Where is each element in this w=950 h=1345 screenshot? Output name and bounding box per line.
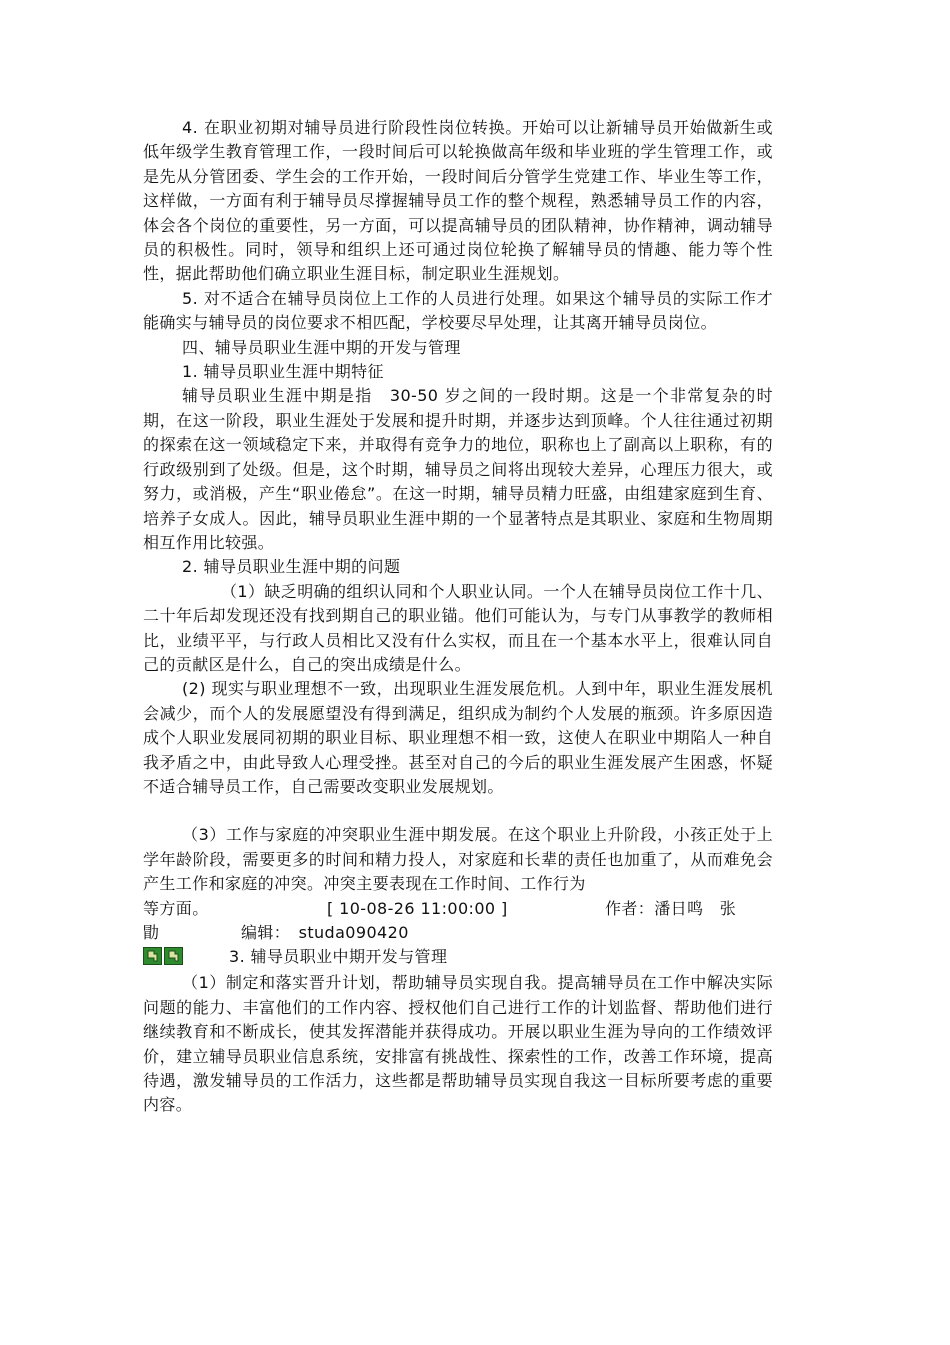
nav-row <box>143 945 773 971</box>
article-body <box>143 116 773 1118</box>
post-author: 作者：潘日鸣 张 <box>605 898 737 918</box>
development-item-1: （1）制定和落实晋升计划，帮助辅导员实现自我。提高辅导员在工作中解决实际问题的能力、丰富他们的工作内容、授权他们自己进行工作的计划监督、帮助他们进行继续教育和不断成长，使其发挥潜能并获得成功。开展以职业生涯为导向的工作绩效评价，建立辅导员职业信息系统，安排富有挑战性、探索性的工作，改善工作环境，提高待遇，激发辅导员的工作活力，这些都是帮助辅导员实现自我这一目标所要考虑的重要内容。 <box>143 973 773 1115</box>
subheading-4-3: 3. 辅导员职业中期开发与管理 <box>229 947 448 967</box>
subheading-4-1: 1. 辅导员职业生涯中期特征 <box>182 362 384 382</box>
post-meta-line-2 <box>143 921 773 945</box>
problem-item-1: （1）缺乏明确的组织认同和个人职业认同。一个人在辅导员岗位工作十几、二十年后却发现还没有找到期自己的职业锚。他们可能认为，与专门从事教学的教师相比，业绩平平，与行政人员相比又没有什么实权，而且在一个基本水平上，很难认同自己的贡献区是什么，自己的突出成绩是什么。 <box>143 581 773 674</box>
prev-arrow-icon[interactable] <box>143 947 162 965</box>
section-heading-4: 四、辅导员职业生涯中期的开发与管理 <box>182 337 461 357</box>
nav-icon-group <box>143 947 183 965</box>
paragraph-item-4: 4. 在职业初期对辅导员进行阶段性岗位转换。开始可以让新辅导员开始做新生或低年级学生教育管理工作，一段时间后可以轮换做高年级和毕业班的学生管理工作，或是先从分管团委、学生会的工作开始，一段时间后分管学生党建工作、毕业生等工作，这样做，一方面有利于辅导员尽撑握辅导员工作的整个规程，熟悉辅导员工作的内容，体会各个岗位的重要性，另一方面，可以提高辅导员的团队精神，协作精神，调动辅导员的积极性。同时，领导和组织上还可通过岗位轮换了解辅导员的情趣、能力等个性性，据此帮助他们确立职业生涯目标，制定职业生涯规划。 <box>143 118 773 284</box>
next-arrow-icon[interactable] <box>164 947 183 965</box>
paragraph-tail: 等方面。 <box>143 898 209 918</box>
paragraph-midcareer-features: 辅导员职业生涯中期是指 30-50 岁之间的一段时期。这是一个非常复杂的时期，在这一阶段，职业生涯处于发展和提升时期，并逐步达到顶峰。个人往往通过初期的探索在这一领域稳定下来，并取得有竞争力的地位，职称也上了副高以上职称，有的行政级别到了处级。但是，这个时期，辅导员之间将出现较大差异，心理压力很大，或努力，或消极，产生“职业倦怠”。在这一时期，辅导员精力旺盛，由组建家庭到生育、培养子女成人。因此，辅导员职业生涯中期的一个显著特点是其职业、家庭和生物周期相互作用比较强。 <box>143 386 773 552</box>
paragraph-item-5: 5. 对不适合在辅导员岗位上工作的人员进行处理。如果这个辅导员的实际工作才能确实与辅导员的岗位要求不相匹配，学校要尽早处理，让其离开辅导员岗位。 <box>143 288 773 333</box>
paragraph-gap <box>143 799 773 823</box>
post-timestamp: [ 10-08-26 11:00:00 ] <box>327 898 508 918</box>
subheading-4-2: 2. 辅导员职业生涯中期的问题 <box>182 557 401 577</box>
post-author-continued: 勖 <box>143 922 160 942</box>
post-meta-line <box>143 897 773 921</box>
problem-item-3: （3）工作与家庭的冲突职业生涯中期发展。在这个职业上升阶段，小孩正处于上学年龄阶段，需要更多的时间和精力投人，对家庭和长辈的责任也加重了，从而难免会产生工作和家庭的冲突。冲突主要表现在工作时间、工作行为 <box>143 825 773 894</box>
problem-item-2: (2) 现实与职业理想不一致，出现职业生涯发展危机。人到中年，职业生涯发展机会减少，而个人的发展愿望没有得到满足，组织成为制约个人发展的瓶颈。许多原因造成个人职业发展同初期的职业目标、职业理想不相一致，这使人在职业中期陷人一种自我矛盾之中，由此导致人心理受挫。甚至对自己的今后的职业生涯发展产生困惑，怀疑不适合辅导员工作，自己需要改变职业发展规划。 <box>143 679 773 796</box>
post-editor: 编辑： studa090420 <box>241 922 409 942</box>
